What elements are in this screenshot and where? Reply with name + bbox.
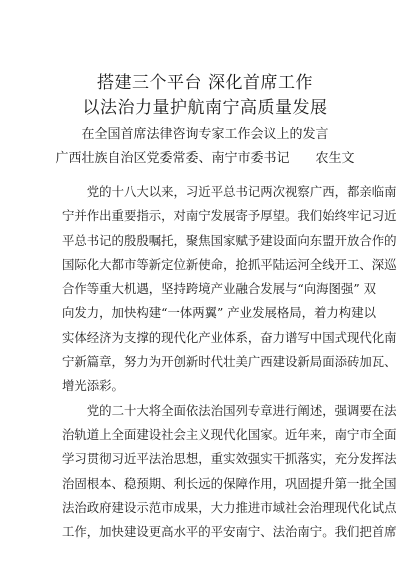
paragraph-line: 治轨道上全面建设社会主义现代化国家。近年来，南宁市全面 (62, 426, 397, 442)
document-subtitle: 在全国首席法律咨询专家工作会议上的发言 (81, 127, 329, 142)
document-title-line-1: 搭建三个平台 深化首席工作 (97, 73, 313, 93)
paragraph-line: 平总书记的殷殷嘱托，聚焦国家赋予建设面向东盟开放合作的 (62, 232, 397, 248)
paragraph-line: 实体经济为支撑的现代化产业体系，奋力谱写中国式现代化南 (62, 329, 397, 345)
paragraph-line: 党的十八大以来，习近平总书记两次视察广西，都亲临南 (86, 184, 397, 199)
paragraph-line: 工作，加快建设更高水平的平安南宁、法治南宁。我们把首席 (62, 524, 397, 540)
byline-organization: 广西壮族自治区党委常委、南宁市委书记 (55, 151, 290, 166)
paragraph-line: 增光添彩。 (62, 378, 124, 394)
paragraph-line: 向发力，加快构建“一体两翼” 产业发展格局，着力构建以 (62, 305, 376, 321)
document-body (62, 180, 397, 544)
paragraph-line: 法治政府建设示范市成果，大力推进市域社会治理现代化试点 (62, 499, 397, 515)
paragraph-line: 学习贯彻习近平法治思想，重实效强实干抓落实，充分发挥法 (62, 451, 397, 467)
paragraph-2 (62, 399, 397, 545)
paragraph-line: 宁新篇章，努力为开创新时代壮美广西建设新局面添砖加瓦、 (62, 354, 397, 370)
paragraph-1 (62, 180, 397, 399)
byline-author-name: 农生文 (315, 151, 355, 166)
paragraph-line: 治固根本、稳预期、利长远的保障作用，巩固提升第一批全国 (62, 475, 397, 491)
paragraph-line: 党的二十大将全面依法治国列专章进行阐述，强调要在法 (86, 402, 397, 418)
paragraph-line: 国际化大都市等新定位新使命，抢抓平陆运河全线开工、深巡 (62, 256, 397, 272)
paragraph-line: 宁并作出重要指示，对南宁发展寄予厚望。我们始终牢记习近 (62, 208, 397, 224)
document-title-line-2: 以法治力量护航南宁高质量发展 (82, 98, 328, 118)
paragraph-line: 合作等重大机遇，坚持跨境产业融合发展与“向海图强” 双 (62, 281, 376, 297)
document-byline (0, 150, 410, 168)
